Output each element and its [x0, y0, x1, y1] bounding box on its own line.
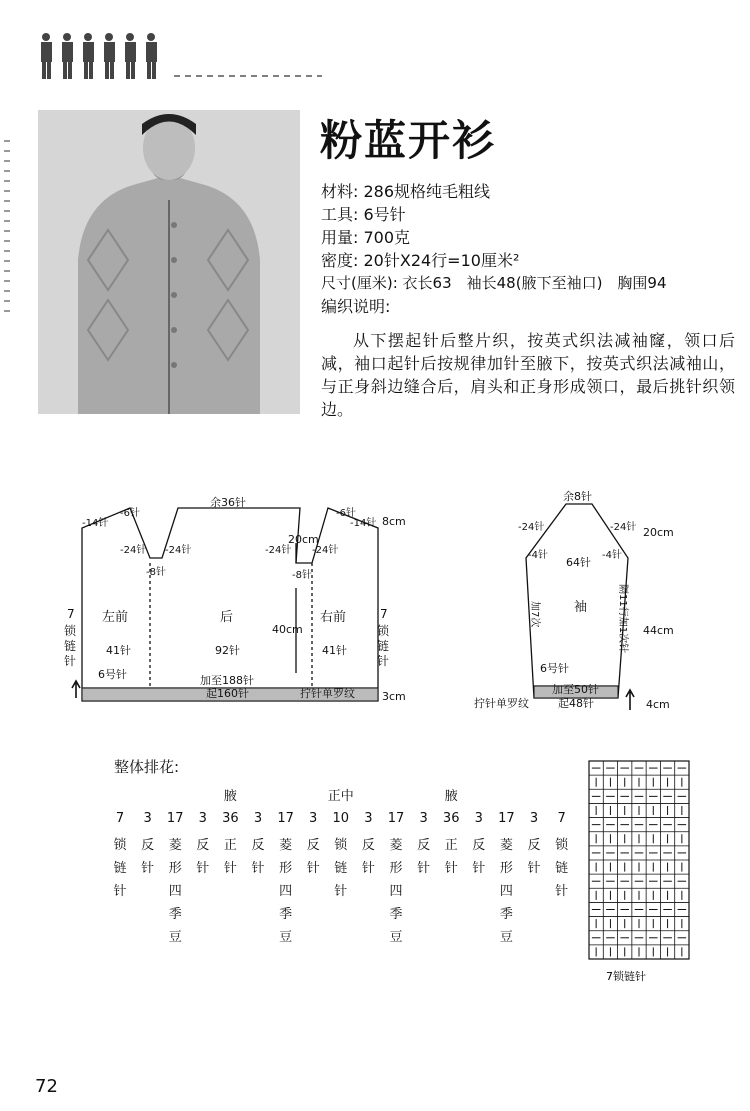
left-neck-bottom-label: -8针	[146, 567, 166, 578]
edge-label-right	[377, 607, 390, 668]
sleeve-inc-left-label: 加7次	[529, 601, 540, 628]
pattern-column-char: 反	[196, 838, 210, 853]
left-neck-b-label: -24针	[165, 545, 192, 556]
pattern-column-char: 反	[527, 838, 541, 853]
pattern-column-count: 7	[557, 811, 566, 826]
under-left-label: -4针	[528, 550, 548, 561]
pattern-column-char: 针	[527, 861, 541, 876]
pattern-column-count: 7	[115, 811, 125, 826]
pattern-column-char: 针	[417, 861, 431, 876]
pattern-column	[388, 811, 405, 945]
back-sts-label: 92针	[215, 644, 240, 657]
increase-label: 加至188针	[200, 674, 254, 687]
sleeve-inc-right-label: 隔11行加1次针	[617, 584, 628, 654]
armhole-height-label: 8cm	[382, 515, 406, 528]
pattern-column-char: 锁	[555, 838, 569, 853]
notes-label: 编织说明:	[321, 297, 391, 316]
pattern-column-char: 四	[499, 884, 513, 899]
pattern-column-char: 链	[113, 861, 127, 876]
pattern-column-char: 豆	[168, 930, 182, 945]
pattern-marker: 正中	[327, 789, 354, 804]
pattern-column	[333, 811, 350, 899]
pattern-column-char: 四	[168, 884, 182, 899]
under-right-label: -4针	[602, 550, 622, 561]
pattern-column-count: 3	[474, 811, 483, 826]
right-neck-b-label: -24针	[312, 545, 339, 556]
cap-left-label: -24针	[518, 522, 545, 533]
pattern-column-char: 菱	[389, 838, 403, 853]
pattern-column-char: 形	[389, 861, 403, 876]
sleeve-body-height-label: 44cm	[643, 624, 674, 637]
pattern-column-char: 季	[499, 907, 513, 922]
pattern-column-char: 正	[223, 838, 237, 853]
pattern-column-char: 针	[251, 861, 265, 876]
svg-text:锁: 锁	[64, 624, 77, 638]
pattern-column-count: 17	[387, 811, 405, 826]
pattern-column-char: 针	[361, 861, 375, 876]
margin-marks	[4, 140, 10, 320]
left-neck-a-label: -24针	[120, 545, 147, 556]
pattern-column-char: 菱	[279, 838, 293, 853]
stitch-chart-caption: 7锁链针	[606, 970, 646, 983]
pattern-column-char: 针	[444, 861, 458, 876]
pattern-column-count: 3	[364, 811, 373, 826]
pattern-column-count: 3	[419, 811, 428, 826]
svg-text:7: 7	[380, 607, 388, 621]
pattern-column-count: 3	[529, 811, 539, 826]
pattern-column-count: 10	[332, 811, 350, 826]
left-outer-label: -14针	[82, 518, 109, 529]
pattern-column-char: 豆	[389, 930, 403, 945]
right-outer-label: -14针	[350, 518, 377, 529]
pattern-column-count: 3	[143, 811, 152, 826]
pattern-column-char: 正	[444, 838, 458, 853]
pattern-column	[222, 811, 239, 876]
pattern-column-char: 反	[141, 838, 155, 853]
pattern-column-char: 反	[361, 838, 375, 853]
stitch-chart	[586, 758, 692, 990]
spec-tool: 工具: 6号针	[321, 205, 406, 224]
pattern-column-char: 针	[306, 861, 320, 876]
body-height-label: 40cm	[272, 623, 303, 636]
pattern-column	[277, 811, 294, 945]
sleeve-increase-label: 加至50针	[552, 683, 599, 696]
pattern-marker: 腋	[223, 789, 237, 804]
spec-size: 尺寸(厘米): 衣长63 袖长48(腋下至袖口) 胸围94	[321, 274, 667, 292]
page-number: 72	[35, 1076, 58, 1097]
rib-label: 拧针单罗纹	[300, 687, 355, 700]
pattern-column-char: 针	[334, 884, 348, 899]
pattern-column-char: 四	[279, 884, 293, 899]
cap-right-label: -24针	[610, 522, 637, 533]
cap-height-label: 20cm	[643, 526, 674, 539]
hem-height-label: 3cm	[382, 690, 406, 703]
pattern-column	[362, 811, 375, 876]
pattern-column-char: 链	[555, 861, 569, 876]
pattern-column-count: 36	[442, 811, 460, 826]
pattern-column	[443, 811, 460, 876]
pattern-column	[472, 811, 485, 876]
pattern-column-char: 反	[251, 838, 265, 853]
sleeve-cast-on-label: 起48针	[558, 697, 594, 710]
pattern-column-count: 36	[222, 811, 239, 826]
svg-text:7: 7	[67, 607, 75, 621]
pattern-column	[167, 811, 184, 945]
pattern-column-char: 针	[472, 861, 486, 876]
pattern-column-char: 豆	[499, 930, 513, 945]
pattern-column-char: 形	[279, 861, 293, 876]
cuff-height-label: 4cm	[646, 698, 670, 711]
pattern-column-count: 3	[198, 811, 207, 826]
pattern-column-char: 四	[389, 884, 403, 899]
pattern-column-char: 针	[141, 861, 155, 876]
needle-label: 6号针	[98, 668, 127, 681]
sleeve-width-label: 64针	[566, 556, 591, 569]
pattern-column	[251, 811, 264, 876]
pattern-column	[113, 811, 127, 899]
pattern-column-char: 季	[389, 907, 403, 922]
pattern-column	[141, 811, 154, 876]
sleeve-schematic	[470, 486, 680, 714]
left-front-sts-label: 41针	[106, 644, 131, 657]
sleeve-needle-label: 6号针	[540, 662, 569, 675]
pattern-column	[498, 811, 515, 945]
sleeve-direction-arrow	[626, 690, 634, 710]
right-neck-a-label: -24针	[265, 545, 292, 556]
pattern-column-char: 季	[168, 907, 182, 922]
pattern-column	[307, 811, 320, 876]
pattern-arrangement	[100, 752, 590, 952]
sleeve-top-label: 余8针	[563, 490, 592, 503]
pattern-column-count: 17	[498, 811, 515, 826]
left-shoulder-label: -6针	[120, 508, 140, 519]
cast-on-label: 起160针	[206, 687, 249, 700]
pattern-column-char: 反	[417, 838, 431, 853]
header-silhouettes	[34, 30, 324, 82]
description: 从下摆起针后整片织，按英式织法减袖窿，领口后减，袖口起针后按规律加针至腋下，按英式织法减袖山，与正身斜边缝合后，肩头和正身形成领口，最后挑针织领边。	[321, 331, 735, 419]
sleeve-rib-label: 拧针单罗纹	[474, 697, 529, 710]
pattern-column-count: 3	[309, 811, 318, 826]
edge-label-left	[64, 607, 77, 668]
back-label: 后	[220, 610, 234, 625]
spec-material: 材料: 286规格纯毛粗线	[321, 182, 491, 201]
svg-text:链: 链	[377, 639, 390, 653]
spec-amount: 用量: 700克	[321, 228, 411, 247]
svg-text:针: 针	[64, 654, 77, 668]
svg-text:锁: 锁	[377, 624, 390, 638]
right-shoulder-label: -6针	[336, 508, 356, 519]
pattern-column-char: 锁	[334, 838, 348, 853]
pattern-column-char: 针	[223, 861, 237, 876]
top-center-label: 余36针	[210, 496, 246, 509]
pattern-column-char: 针	[113, 884, 127, 899]
svg-text:针: 针	[377, 654, 390, 668]
pattern-column-char: 反	[306, 838, 320, 853]
right-front-sts-label: 41针	[322, 644, 347, 657]
pattern-column-char: 菱	[499, 838, 513, 853]
pattern-heading: 整体排花:	[114, 758, 180, 776]
pattern-column-char: 菱	[168, 838, 182, 853]
pattern-column-char: 豆	[279, 930, 293, 945]
pattern-column-char: 针	[555, 884, 569, 899]
body-schematic	[60, 488, 410, 718]
pattern-marker: 腋	[444, 789, 458, 804]
sleeve-name-label: 袖	[574, 600, 588, 615]
pattern-column	[417, 811, 430, 876]
svg-text:链: 链	[64, 639, 77, 653]
knit-direction-arrow	[72, 681, 80, 698]
pattern-column-char: 季	[279, 907, 293, 922]
right-neck-bottom-label: -8针	[292, 570, 312, 581]
pattern-column-count: 17	[277, 811, 294, 826]
left-front-label: 左前	[102, 610, 129, 625]
pattern-column	[196, 811, 209, 876]
page-title: 粉蓝开衫	[320, 116, 497, 165]
right-front-label: 右前	[320, 610, 347, 625]
pattern-column-char: 锁	[113, 838, 127, 853]
sweater-photo	[38, 110, 300, 414]
pattern-column-char: 针	[196, 861, 210, 876]
pattern-column	[527, 811, 540, 876]
pattern-column-char: 形	[499, 861, 513, 876]
spec-gauge: 密度: 20针X24行=10厘米²	[321, 251, 520, 270]
pattern-column-count: 3	[253, 811, 263, 826]
pattern-column	[555, 811, 569, 899]
pattern-column-char: 链	[334, 861, 348, 876]
pattern-column-char: 反	[472, 838, 486, 853]
pattern-column-char: 形	[168, 861, 182, 876]
neck-depth-label: 20cm	[288, 533, 319, 546]
pattern-column-count: 17	[166, 811, 184, 826]
